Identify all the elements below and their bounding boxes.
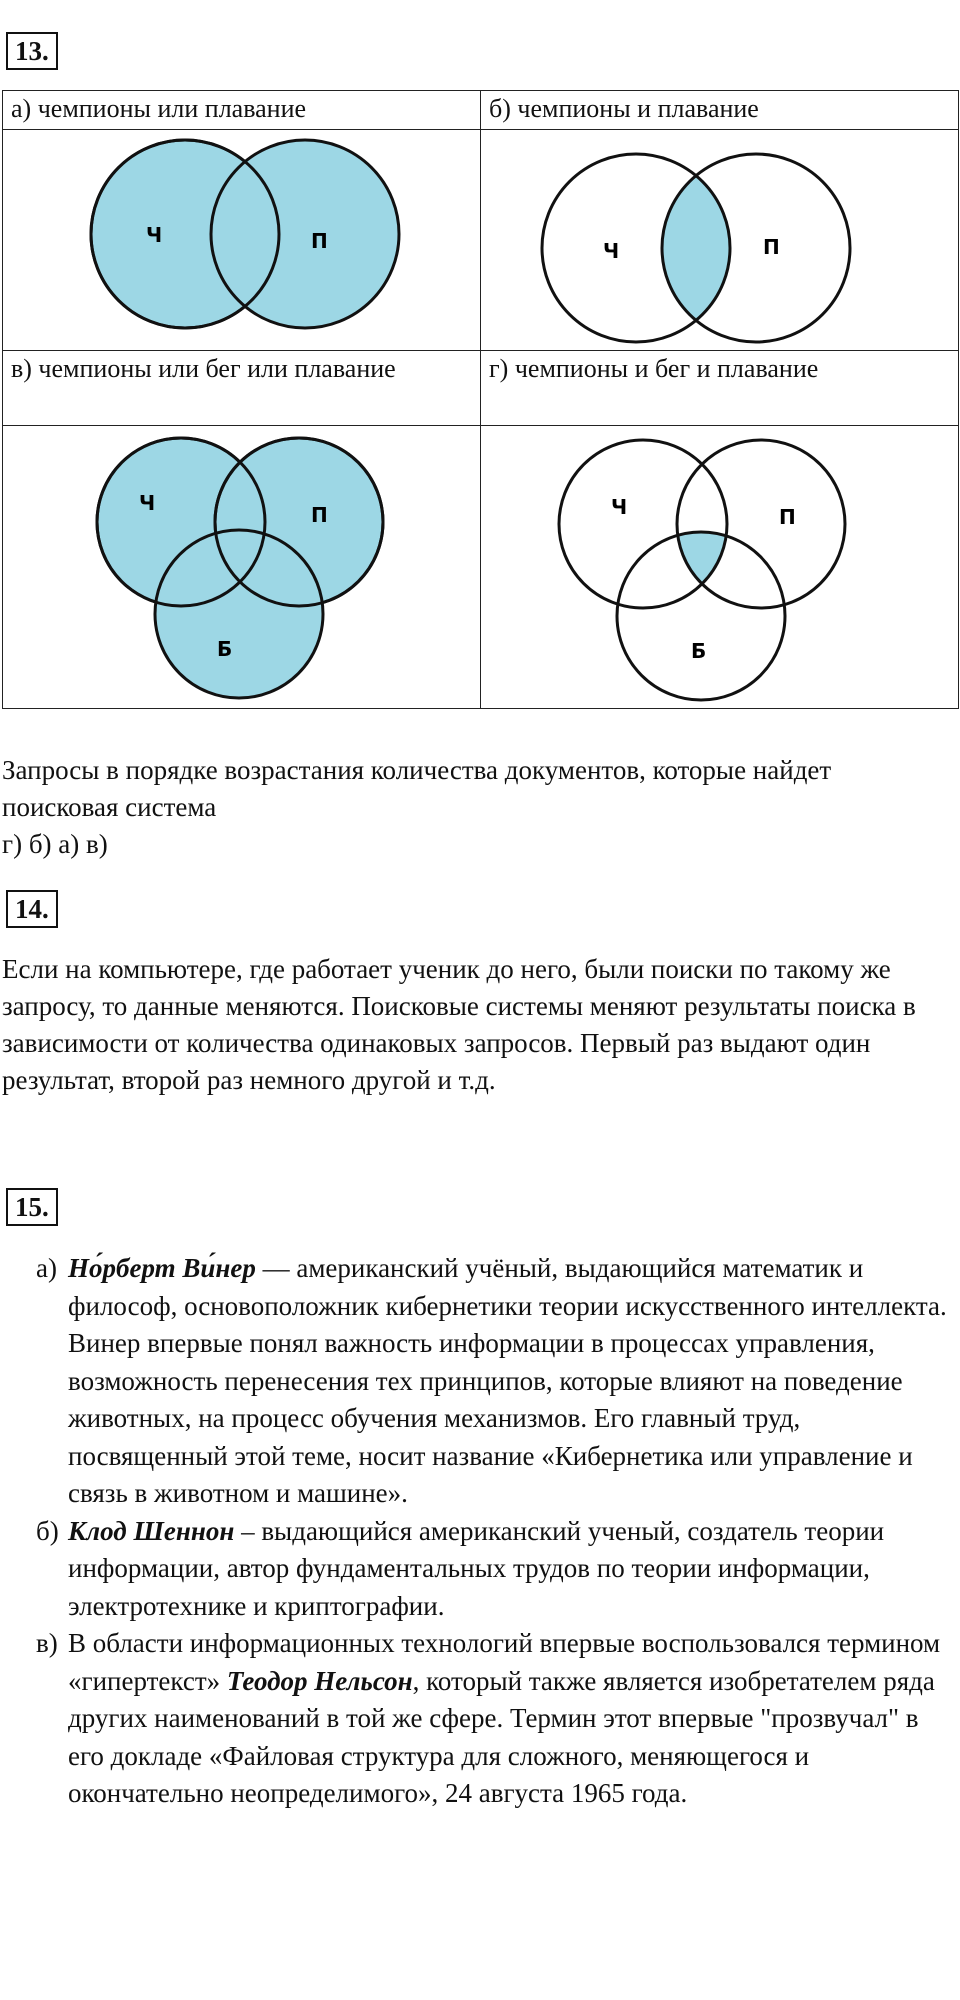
venn-b-label-p: П <box>763 235 780 259</box>
task-13-answer-order: г) б) а) в) <box>2 829 108 859</box>
task-14-text: Если на компьютере, где работает ученик до него, были поиски по такому же запросу, то данные меняются. Поисковые системы меняют результаты поиска в зависимости от количества одинаковых запросов. Первый раз выдают один результат, второй раз немного другой и т.д. <box>2 954 916 1095</box>
venn-g-circle-swimming <box>677 440 845 608</box>
venn-a-diagram <box>3 130 480 350</box>
venn-g-label-b: Б <box>691 639 707 663</box>
nelson-description: , который также является изобретателем ряда других наименований в той же сфере. Термин этот впервые "прозвучал" в его докладе «Файловая структура для сложного, меняющегося и окончательно неопределимого», 24 августа 1965 года. <box>68 1665 935 1808</box>
task-15-number: 15. <box>6 1188 58 1226</box>
task-13-number: 13. <box>6 32 58 70</box>
venn-a <box>3 130 481 351</box>
person-name-shannon: Клод Шеннон <box>68 1515 235 1546</box>
cell-a-title: а) чемпионы или плавание <box>3 91 481 130</box>
task-14-number-text: 14 <box>15 894 42 924</box>
venn-v-label-p: П <box>311 503 328 527</box>
task-15-number-text: 15 <box>15 1192 42 1222</box>
venn-g <box>481 426 959 709</box>
shannon-description: – выдающийся американский ученый, создатель теории информации, автор фундаментальных трудов по теории информации, электротехнике и криптографии. <box>68 1515 885 1621</box>
cell-b-title: б) чемпионы и плавание <box>481 91 959 130</box>
venn-b <box>481 130 959 351</box>
task-13-number-text: 13 <box>15 36 42 66</box>
list-item-nelson <box>36 1625 956 1813</box>
list-item-wiener <box>36 1250 956 1513</box>
list-marker: а) <box>36 1253 57 1283</box>
wiener-extra: Винер впервые понял важность информации в процессах управления, возможность перенесения тех принципов, которые влияют на поведение животных, на процесс обучения механизмов. Его главный труд, посвященный этой теме, носит название «Кибернетика или управление и связь в животном и машине». <box>68 1328 913 1508</box>
venn-a-circle-swimming <box>211 140 399 328</box>
venn-a-label-p: П <box>311 229 328 253</box>
list-item-shannon <box>36 1513 956 1626</box>
list-marker: б) <box>36 1515 59 1546</box>
wiener-description: — американский учёный, выдающийся математик и философ, основоположник кибернетики теории искусственного интеллекта. <box>68 1253 947 1321</box>
cell-g-title: г) чемпионы и бег и плавание <box>481 351 959 426</box>
venn-g-label-p: П <box>779 505 796 529</box>
venn-v-circle-running <box>155 530 323 698</box>
task-15-list <box>36 1250 956 1813</box>
person-name-wiener: Но́рберт Ви́нер <box>68 1253 256 1283</box>
task-13-answer-text: Запросы в порядке возрастания количества документов, которые найдет поисковая система <box>2 755 832 822</box>
venn-table <box>2 90 959 709</box>
venn-v-label-ch: Ч <box>139 491 156 515</box>
venn-a-label-ch: Ч <box>146 223 163 247</box>
task-13-answer <box>2 752 954 863</box>
venn-v-label-b: Б <box>217 637 233 661</box>
list-marker: в) <box>36 1628 58 1658</box>
venn-v <box>3 426 481 709</box>
venn-b-label-ch: Ч <box>603 239 620 263</box>
person-name-nelson: Теодор Нельсон <box>226 1665 413 1696</box>
nelson-intro: В области информационных технологий впервые воспользовался термином «гипертекст» <box>68 1628 941 1696</box>
task-14-number: 14. <box>6 890 58 928</box>
venn-g-diagram <box>481 426 958 708</box>
venn-g-label-ch: Ч <box>611 495 628 519</box>
venn-b-diagram <box>481 130 958 350</box>
venn-v-diagram <box>3 426 480 708</box>
cell-v-title: в) чемпионы или бег или плавание <box>3 351 481 426</box>
